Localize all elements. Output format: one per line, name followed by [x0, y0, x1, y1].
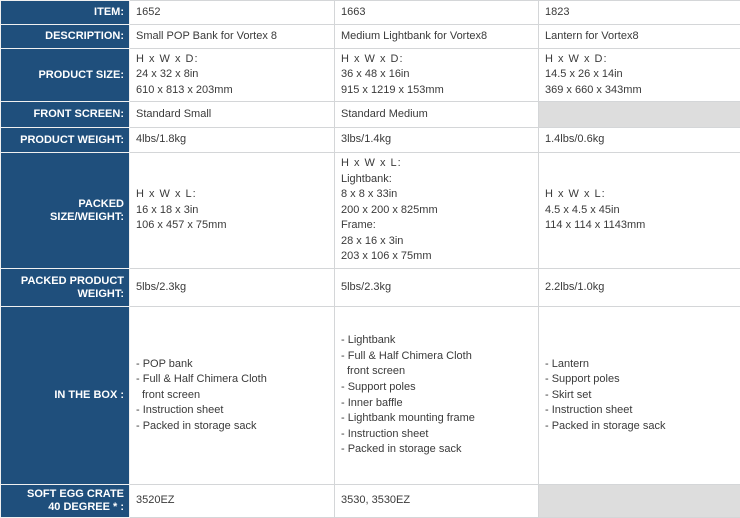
- dimension-imperial: 14.5 x 26 x 14in: [545, 67, 734, 83]
- list-item: - Packed in storage sack: [136, 419, 328, 435]
- row-packed-product-weight: [1, 269, 740, 307]
- dimension-imperial: 4.5 x 4.5 x 45in: [545, 203, 734, 219]
- list-item: front screen: [341, 364, 532, 380]
- dimension-metric: 610 x 813 x 203mm: [136, 83, 328, 99]
- packed-weight-cell: 2.2lbs/1.0kg: [539, 269, 740, 307]
- front-screen-cell: Standard Small: [130, 102, 335, 128]
- dimension-metric: 200 x 200 x 825mm: [341, 203, 532, 219]
- row-label-line: SOFT EGG CRATE: [7, 488, 124, 501]
- row-soft-egg-crate: [1, 485, 740, 518]
- list-item: - Instruction sheet: [341, 427, 532, 443]
- product-weight-cell: 1.4lbs/0.6kg: [539, 128, 740, 153]
- list-item: - Support poles: [545, 372, 734, 388]
- row-label-packed-size: PACKED SIZE/WEIGHT:: [1, 153, 130, 269]
- dimension-imperial: 16 x 18 x 3in: [136, 203, 328, 219]
- row-label-front-screen: FRONT SCREEN:: [1, 102, 130, 128]
- empty-cell: [539, 102, 740, 128]
- dimension-format: H x W x D:: [545, 52, 734, 68]
- packed-size-cell: [335, 153, 539, 269]
- product-size-cell: [539, 49, 740, 102]
- item-number: 1652: [130, 1, 335, 25]
- row-label-product-size: PRODUCT SIZE:: [1, 49, 130, 102]
- row-label-in-the-box: IN THE BOX :: [1, 307, 130, 485]
- in-the-box-cell: [130, 307, 335, 485]
- dimension-format: H x W x D:: [136, 52, 328, 68]
- list-item: - Inner baffle: [341, 396, 532, 412]
- list-item: - Lightbank: [341, 333, 532, 349]
- empty-cell: [539, 485, 740, 518]
- product-size-cell: [130, 49, 335, 102]
- list-item: - Packed in storage sack: [341, 442, 532, 458]
- product-size-cell: [335, 49, 539, 102]
- dimension-imperial: 36 x 48 x 16in: [341, 67, 532, 83]
- egg-crate-cell: 3520EZ: [130, 485, 335, 518]
- box-contents-list: [341, 333, 532, 458]
- front-screen-cell: Standard Medium: [335, 102, 539, 128]
- row-product-size: [1, 49, 740, 102]
- list-item: - Support poles: [341, 380, 532, 396]
- dimension-metric: 114 x 114 x 1143mm: [545, 218, 734, 234]
- list-item: - Instruction sheet: [545, 403, 734, 419]
- packed-weight-cell: 5lbs/2.3kg: [335, 269, 539, 307]
- list-item: - Full & Half Chimera Cloth: [341, 349, 532, 365]
- row-item: [1, 1, 740, 25]
- description-cell: Lantern for Vortex8: [539, 25, 740, 49]
- packed-weight-cell: 5lbs/2.3kg: [130, 269, 335, 307]
- row-product-weight: [1, 128, 740, 153]
- packed-size-cell: [539, 153, 740, 269]
- dimension-metric: 369 x 660 x 343mm: [545, 83, 734, 99]
- dimension-format: H x W x L:: [341, 156, 532, 172]
- list-item: - Lightbank mounting frame: [341, 411, 532, 427]
- packed-size-cell: [130, 153, 335, 269]
- dimension-metric: 106 x 457 x 75mm: [136, 218, 328, 234]
- box-contents-list: [136, 357, 328, 435]
- item-number: 1663: [335, 1, 539, 25]
- list-item: - Packed in storage sack: [545, 419, 734, 435]
- component-label: Frame:: [341, 218, 532, 234]
- dimension-metric: 203 x 106 x 75mm: [341, 249, 532, 265]
- dimension-format: H x W x L:: [545, 187, 734, 203]
- list-item: - Instruction sheet: [136, 403, 328, 419]
- row-label-packed-product-weight: [1, 269, 130, 307]
- row-label-line: 40 DEGREE * :: [7, 501, 124, 514]
- row-in-the-box: [1, 307, 740, 485]
- row-label-item: ITEM:: [1, 1, 130, 25]
- item-number: 1823: [539, 1, 740, 25]
- description-cell: Medium Lightbank for Vortex8: [335, 25, 539, 49]
- product-weight-cell: 4lbs/1.8kg: [130, 128, 335, 153]
- component-label: Lightbank:: [341, 172, 532, 188]
- list-item: - Skirt set: [545, 388, 734, 404]
- dimension-format: H x W x L:: [136, 187, 328, 203]
- row-label-line: WEIGHT:: [7, 288, 124, 301]
- description-cell: Small POP Bank for Vortex 8: [130, 25, 335, 49]
- in-the-box-cell: [539, 307, 740, 485]
- row-label-line: PACKED PRODUCT: [7, 275, 124, 288]
- row-label-description: DESCRIPTION:: [1, 25, 130, 49]
- dimension-imperial: 24 x 32 x 8in: [136, 67, 328, 83]
- row-label-soft-egg-crate: [1, 485, 130, 518]
- egg-crate-cell: 3530, 3530EZ: [335, 485, 539, 518]
- dimension-imperial: 28 x 16 x 3in: [341, 234, 532, 250]
- row-packed-size: [1, 153, 740, 269]
- product-weight-cell: 3lbs/1.4kg: [335, 128, 539, 153]
- list-item: - POP bank: [136, 357, 328, 373]
- list-item: - Lantern: [545, 357, 734, 373]
- box-contents-list: [545, 357, 734, 435]
- in-the-box-cell: [335, 307, 539, 485]
- row-front-screen: [1, 102, 740, 128]
- dimension-metric: 915 x 1219 x 153mm: [341, 83, 532, 99]
- dimension-imperial: 8 x 8 x 33in: [341, 187, 532, 203]
- row-description: [1, 25, 740, 49]
- list-item: - Full & Half Chimera Cloth: [136, 372, 328, 388]
- list-item: front screen: [136, 388, 328, 404]
- row-label-product-weight: PRODUCT WEIGHT:: [1, 128, 130, 153]
- dimension-format: H x W x D:: [341, 52, 532, 68]
